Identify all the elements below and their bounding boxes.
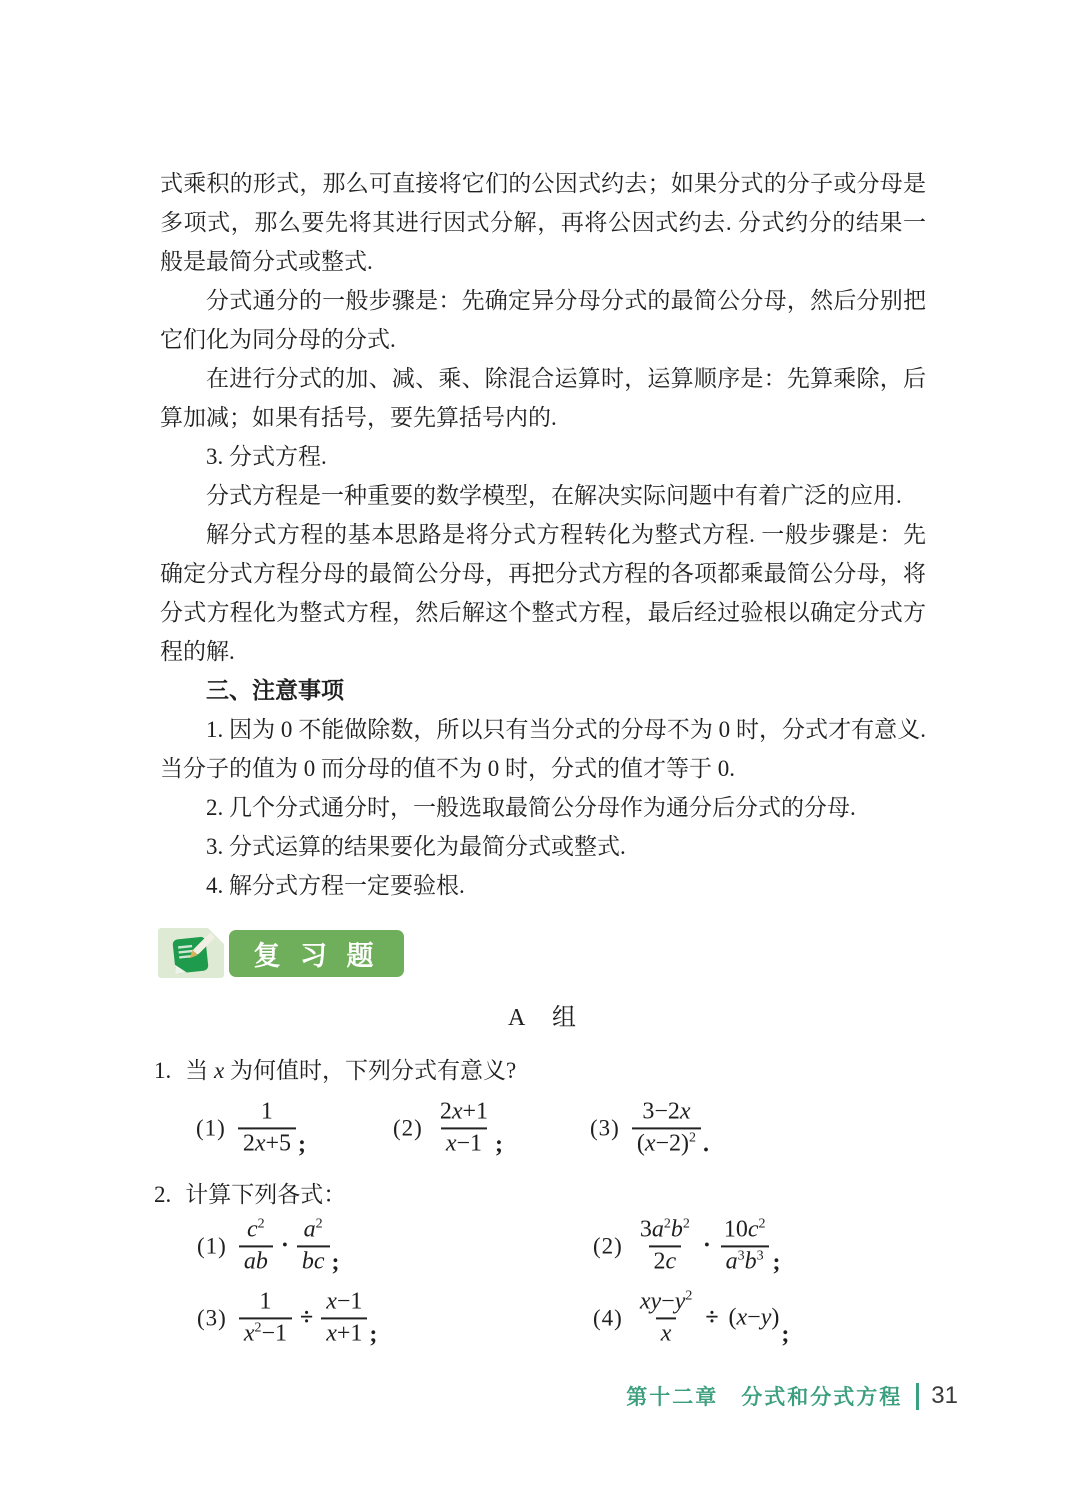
body-paragraph: 式乘积的形式，那么可直接将它们的公因式约去；如果分式的分子或分母是多项式，那么要先将其进行因式分解，再将公因式约去. 分式约分的结果一般是最简分式或整式. <box>160 171 926 274</box>
body-paragraph: 解分式方程的基本思路是将分式方程转化为整式方程. 一般步骤是：先确定分式方程分母的最简公分母，再把分式方程的各项都乘最简公分母，将分式方程化为整式方程，然后解这个整式方程，最后经过验根以确定分式方程的解. <box>160 522 926 664</box>
exercise-2-number: 2. <box>154 1182 172 1207</box>
footer-page-number: 31 <box>931 1382 958 1409</box>
exercise-2-item-1: (1) $\frac{c^2}{ab}$ · $\frac{a^2}{bc}$ ; <box>197 1216 340 1276</box>
footer-divider-bar <box>916 1383 919 1410</box>
body-paragraph: 3. 分式运算的结果要化为最简分式或整式. <box>206 834 626 859</box>
section-heading-notes: 三、注意事项 <box>206 677 344 703</box>
exercise-1-item-3: (3) $\frac{3-2x}{(x-2)^2}$ . <box>590 1098 710 1158</box>
body-paragraph: 3. 分式方程. <box>206 444 327 469</box>
exercise-1-prompt-text: 当 x 为何值时，下列分式有意义? <box>185 1058 517 1083</box>
body-paragraph: 在进行分式的加、减、乘、除混合运算时，运算顺序是：先算乘除，后算加减；如果有括号，要先算括号内的. <box>160 366 926 430</box>
exercise-1-prompt <box>154 1056 926 1086</box>
exercise-group-a-heading: A 组 <box>507 1005 578 1031</box>
page-content <box>154 164 926 1354</box>
exercise-2-item-4: (4) $\frac{xy-y^2}{x}$ ÷ (x−y) ; <box>593 1288 790 1348</box>
exercise-2-item-2: (2) $\frac{3a^2b^2}{2c}$ · $\frac{10c^2}{a^3b^3}$ ; <box>593 1216 781 1276</box>
body-paragraph: 1. 因为 0 不能做除数，所以只有当分式的分母不为 0 时，分式才有意义. 当分子的值为 0 而分母的值不为 0 时，分式的值才等于 0. <box>160 717 926 781</box>
notepad-pencil-icon <box>158 928 224 978</box>
exercise-1-items-row <box>160 1086 926 1170</box>
exercise-1-item-2: (2) $\frac{2x+1}{x-1}$ ; <box>393 1098 504 1158</box>
exercise-1-number: 1. <box>154 1058 172 1083</box>
body-paragraph: 分式方程是一种重要的数学模型，在解决实际问题中有着广泛的应用. <box>206 483 902 508</box>
footer-chapter-title: 第十二章 分式和分式方程 <box>626 1386 903 1409</box>
exercise-2-items-row-2 <box>160 1282 926 1354</box>
body-paragraph: 2. 几个分式通分时，一般选取最简公分母作为通分后分式的分母. <box>206 795 856 820</box>
page-footer <box>626 1381 958 1411</box>
review-banner-title: 复 习 题 <box>229 930 404 977</box>
exercise-2-item-3: (3) $\frac{1}{x^2-1}$ ÷ $\frac{x-1}{x+1}$ ; <box>197 1288 378 1348</box>
exercise-2-prompt-text: 计算下列各式： <box>185 1182 347 1207</box>
exercise-2-items-row-1 <box>160 1210 926 1282</box>
exercise-1-item-1: (1) $\frac{1}{2x+5}$ ; <box>196 1098 307 1158</box>
review-banner <box>158 928 926 978</box>
exercise-2-prompt <box>154 1180 926 1210</box>
body-paragraph: 分式通分的一般步骤是：先确定异分母分式的最简公分母，然后分别把它们化为同分母的分式. <box>160 288 926 352</box>
body-paragraph: 4. 解分式方程一定要验根. <box>206 873 465 898</box>
